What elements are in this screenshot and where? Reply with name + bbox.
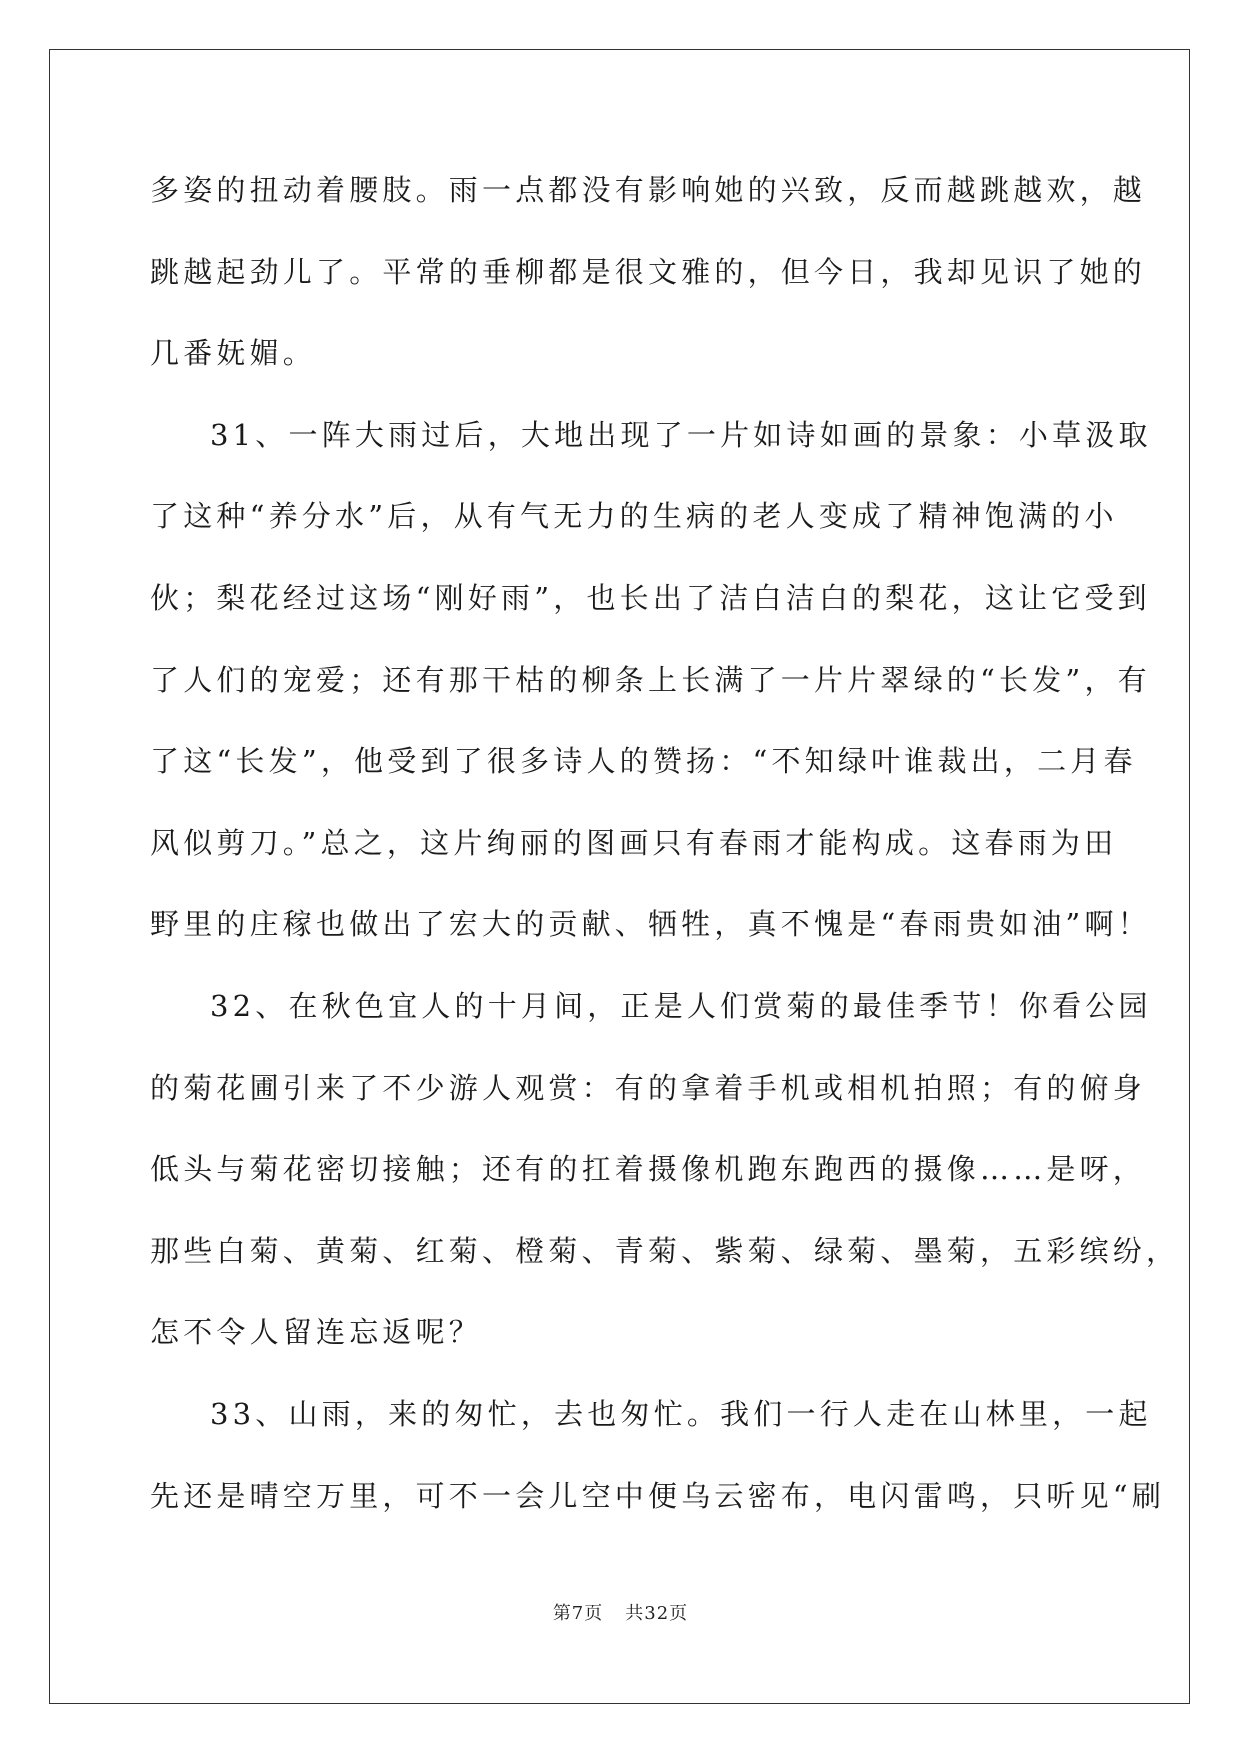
document-body: [150, 160, 1180, 1547]
page-number: 第7页: [552, 1603, 604, 1624]
text-line: 了人们的宠爱；还有那干枯的柳条上长满了一片片翠绿的“长发”，有: [150, 662, 1151, 697]
text-line: 伙；梨花经过这场“刚好雨”，也长出了洁白洁白的梨花，这让它受到: [150, 580, 1151, 615]
text-line: 了这种“养分水”后，从有气无力的生病的老人变成了精神饱满的小: [150, 499, 1118, 534]
text-line: 的菊花圃引来了不少游人观赏：有的拿着手机或相机拍照；有的俯身: [150, 1070, 1147, 1105]
text-line: 31、一阵大雨过后，大地出现了一片如诗如画的景象：小草汲取: [210, 417, 1152, 452]
text-line: 了这“长发”，他受到了很多诗人的赞扬：“不知绿叶谁裁出，二月春: [150, 744, 1137, 779]
page-total: 共32页: [625, 1603, 689, 1624]
text-line: 低头与菊花密切接触；还有的扛着摄像机跑东跑西的摄像……是呀，: [150, 1152, 1147, 1187]
text-line: 33、山雨，来的匆忙，去也匆忙。我们一行人走在山林里，一起: [210, 1396, 1152, 1431]
text-line: 先还是晴空万里，可不一会儿空中便乌云密布，电闪雷鸣，只听见“刷: [150, 1478, 1166, 1513]
text-line: 风似剪刀。”总之，这片绚丽的图画只有春雨才能构成。这春雨为田: [150, 825, 1118, 860]
text-line: 野里的庄稼也做出了宏大的贡献、牺牲，真不愧是“春雨贵如油”啊！: [150, 907, 1151, 942]
page-footer: [0, 1599, 1241, 1625]
text-line: 那些白菊、黄菊、红菊、橙菊、青菊、紫菊、绿菊、墨菊，五彩缤纷，: [150, 1233, 1180, 1268]
text-line: 怎不令人留连忘返呢？: [150, 1315, 483, 1350]
text-line: 跳越起劲儿了。平常的垂柳都是很文雅的，但今日，我却见识了她的: [150, 254, 1147, 289]
text-line: 多姿的扭动着腰肢。雨一点都没有影响她的兴致，反而越跳越欢，越: [150, 173, 1147, 207]
text-line: 32、在秋色宜人的十月间，正是人们赏菊的最佳季节！你看公园: [210, 988, 1152, 1023]
text-line: 几番妩媚。: [150, 336, 317, 371]
